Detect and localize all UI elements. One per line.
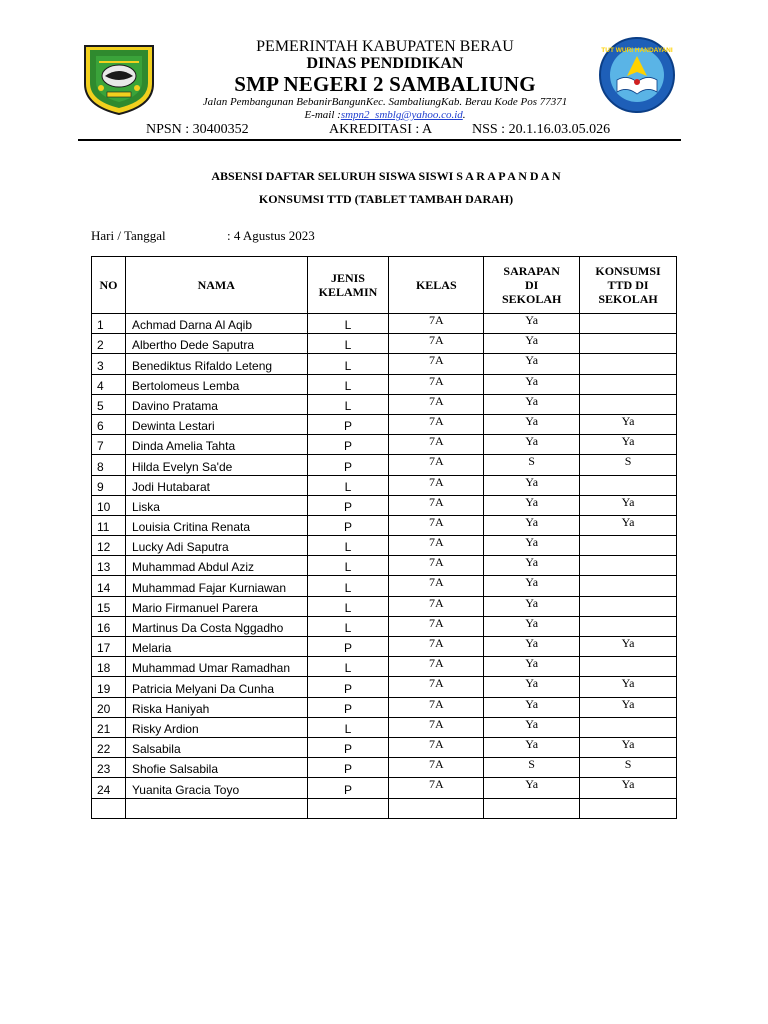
ttd-status: [580, 334, 677, 354]
class: 7A: [389, 515, 484, 535]
document-title-line2: KONSUMSI TTD (TABLET TAMBAH DARAH): [258, 192, 514, 206]
email-suffix: .: [462, 109, 466, 121]
table-row: [92, 596, 677, 616]
row-number: 15: [92, 596, 126, 616]
berau-regency-emblem-icon: [79, 40, 159, 116]
table-header-row: [92, 257, 677, 314]
table-row: [92, 354, 677, 374]
gender: P: [307, 495, 389, 515]
ttd-status: Ya: [580, 697, 677, 717]
row-number: 24: [92, 778, 126, 798]
class: 7A: [389, 737, 484, 757]
student-name: Muhammad Umar Ramadhan: [125, 657, 307, 677]
breakfast-status: Ya: [484, 717, 580, 737]
table-row: [92, 334, 677, 354]
class: 7A: [389, 758, 484, 778]
ttd-status: [580, 596, 677, 616]
table-row: [92, 515, 677, 535]
table-row: [92, 475, 677, 495]
student-name: Muhammad Abdul Aziz: [125, 556, 307, 576]
akreditasi: AKREDITASI : A: [329, 122, 433, 137]
student-name: Riska Haniyah: [125, 697, 307, 717]
npsn: NPSN : 30400352: [146, 122, 249, 137]
breakfast-status: Ya: [484, 697, 580, 717]
table-row: [92, 536, 677, 556]
class: 7A: [389, 455, 484, 475]
student-name: Hilda Evelyn Sa'de: [125, 455, 307, 475]
ttd-status: [580, 717, 677, 737]
class: 7A: [389, 576, 484, 596]
ttd-status: [580, 354, 677, 374]
row-number: 19: [92, 677, 126, 697]
row-number: 20: [92, 697, 126, 717]
gender: L: [307, 576, 389, 596]
table-row: [92, 414, 677, 434]
header-sarapan: SARAPAN DI SEKOLAH: [484, 257, 580, 314]
table-row: [92, 758, 677, 778]
date-value: : 4 Agustus 2023: [227, 228, 315, 243]
class: 7A: [389, 596, 484, 616]
class: 7A: [389, 697, 484, 717]
student-name: Muhammad Fajar Kurniawan: [125, 576, 307, 596]
row-number: 10: [92, 495, 126, 515]
gender: L: [307, 354, 389, 374]
gender: P: [307, 737, 389, 757]
header-no: NO: [92, 257, 126, 314]
header-divider: [78, 139, 681, 141]
row-number: 4: [92, 374, 126, 394]
header-government: PEMERINTAH KABUPATEN BERAU: [256, 38, 514, 55]
student-name: Shofie Salsabila: [125, 758, 307, 778]
email-label: E-mail :: [304, 109, 341, 121]
breakfast-status: Ya: [484, 334, 580, 354]
ttd-status: [580, 314, 677, 334]
attendance-table: [91, 256, 677, 819]
breakfast-status: Ya: [484, 657, 580, 677]
class: 7A: [389, 394, 484, 414]
row-number: 21: [92, 717, 126, 737]
table-row: [92, 455, 677, 475]
breakfast-status: Ya: [484, 515, 580, 535]
student-name: Louisia Critina Renata: [125, 515, 307, 535]
ttd-status: [580, 475, 677, 495]
class: 7A: [389, 334, 484, 354]
school-email-line: [150, 109, 620, 121]
table-row: [92, 314, 677, 334]
ttd-status: [580, 798, 677, 818]
student-name: Benediktus Rifaldo Leteng: [125, 354, 307, 374]
gender: L: [307, 475, 389, 495]
row-number: 5: [92, 394, 126, 414]
class: 7A: [389, 374, 484, 394]
ttd-status: Ya: [580, 435, 677, 455]
breakfast-status: Ya: [484, 677, 580, 697]
breakfast-status: Ya: [484, 435, 580, 455]
student-name: Salsabila: [125, 737, 307, 757]
class: [389, 798, 484, 818]
table-row: [92, 616, 677, 636]
school-name: SMP NEGERI 2 SAMBALIUNG: [234, 72, 536, 96]
student-name: Melaria: [125, 637, 307, 657]
row-number: 6: [92, 414, 126, 434]
ttd-status: [580, 374, 677, 394]
header-department: DINAS PENDIDIKAN: [306, 55, 464, 72]
gender: L: [307, 556, 389, 576]
gender: L: [307, 314, 389, 334]
table-row: [92, 717, 677, 737]
breakfast-status: Ya: [484, 414, 580, 434]
row-number: 17: [92, 637, 126, 657]
student-name: Liska: [125, 495, 307, 515]
header-jenis-kelamin: JENIS KELAMIN: [307, 257, 389, 314]
student-name: Albertho Dede Saputra: [125, 334, 307, 354]
student-name: Dewinta Lestari: [125, 414, 307, 434]
row-number: 11: [92, 515, 126, 535]
student-name: Lucky Adi Saputra: [125, 536, 307, 556]
table-row: [92, 798, 677, 818]
breakfast-status: Ya: [484, 314, 580, 334]
nss: NSS : 20.1.16.03.05.026: [472, 122, 611, 137]
email-link[interactable]: smpn2_smblg@yahoo.co.id: [340, 109, 463, 121]
breakfast-status: Ya: [484, 737, 580, 757]
ttd-status: [580, 616, 677, 636]
row-number: 12: [92, 536, 126, 556]
table-row: [92, 374, 677, 394]
breakfast-status: Ya: [484, 576, 580, 596]
header-konsumsi-ttd: KONSUMSI TTD DI SEKOLAH: [580, 257, 677, 314]
row-number: 7: [92, 435, 126, 455]
student-name: Davino Pratama: [125, 394, 307, 414]
gender: P: [307, 677, 389, 697]
row-number: 3: [92, 354, 126, 374]
row-number: 9: [92, 475, 126, 495]
row-number: 23: [92, 758, 126, 778]
table-row: [92, 737, 677, 757]
gender: L: [307, 334, 389, 354]
class: 7A: [389, 435, 484, 455]
class: 7A: [389, 536, 484, 556]
ttd-status: S: [580, 455, 677, 475]
ttd-status: Ya: [580, 637, 677, 657]
class: 7A: [389, 778, 484, 798]
gender: P: [307, 435, 389, 455]
row-number: 14: [92, 576, 126, 596]
gender: P: [307, 637, 389, 657]
table-row: [92, 576, 677, 596]
ttd-status: [580, 576, 677, 596]
header-nama: NAMA: [125, 257, 307, 314]
row-number: 18: [92, 657, 126, 677]
gender: P: [307, 758, 389, 778]
ttd-status: Ya: [580, 737, 677, 757]
school-address: Jalan Pembangunan BebanirBangunKec. SambaliungKab. Berau Kode Pos 77371: [202, 96, 568, 108]
class: 7A: [389, 637, 484, 657]
gender: L: [307, 394, 389, 414]
class: 7A: [389, 495, 484, 515]
gender: L: [307, 717, 389, 737]
student-name: Mario Firmanuel Parera: [125, 596, 307, 616]
gender: L: [307, 536, 389, 556]
breakfast-status: Ya: [484, 394, 580, 414]
class: 7A: [389, 677, 484, 697]
row-number: 16: [92, 616, 126, 636]
class: 7A: [389, 354, 484, 374]
row-number: 2: [92, 334, 126, 354]
breakfast-status: Ya: [484, 637, 580, 657]
ttd-status: Ya: [580, 495, 677, 515]
table-row: [92, 637, 677, 657]
student-name: Bertolomeus Lemba: [125, 374, 307, 394]
ttd-status: [580, 394, 677, 414]
class: 7A: [389, 314, 484, 334]
breakfast-status: Ya: [484, 354, 580, 374]
student-name: Martinus Da Costa Nggadho: [125, 616, 307, 636]
gender: [307, 798, 389, 818]
student-name: Dinda Amelia Tahta: [125, 435, 307, 455]
table-row: [92, 495, 677, 515]
table-row: [92, 556, 677, 576]
class: 7A: [389, 556, 484, 576]
breakfast-status: Ya: [484, 778, 580, 798]
breakfast-status: Ya: [484, 475, 580, 495]
row-number: 13: [92, 556, 126, 576]
table-row: [92, 394, 677, 414]
class: 7A: [389, 414, 484, 434]
class: 7A: [389, 657, 484, 677]
document-title-line1: ABSENSI DAFTAR SELURUH SISWA SISWI S A R A P A N D A N: [211, 169, 561, 183]
date-label: Hari / Tanggal: [91, 228, 166, 243]
gender: P: [307, 778, 389, 798]
row-number: [92, 798, 126, 818]
table-row: [92, 697, 677, 717]
student-name: Patricia Melyani Da Cunha: [125, 677, 307, 697]
ttd-status: [580, 657, 677, 677]
student-name: Yuanita Gracia Toyo: [125, 778, 307, 798]
student-name: Risky Ardion: [125, 717, 307, 737]
table-row: [92, 778, 677, 798]
breakfast-status: Ya: [484, 536, 580, 556]
gender: L: [307, 596, 389, 616]
gender: P: [307, 455, 389, 475]
breakfast-status: Ya: [484, 556, 580, 576]
gender: L: [307, 657, 389, 677]
breakfast-status: Ya: [484, 596, 580, 616]
student-name: [125, 798, 307, 818]
ttd-status: Ya: [580, 515, 677, 535]
breakfast-status: Ya: [484, 616, 580, 636]
student-name: Jodi Hutabarat: [125, 475, 307, 495]
row-number: 22: [92, 737, 126, 757]
gender: L: [307, 374, 389, 394]
ttd-status: Ya: [580, 778, 677, 798]
breakfast-status: S: [484, 758, 580, 778]
class: 7A: [389, 616, 484, 636]
logo-text: TUT WURI HANDAYANI: [601, 47, 673, 54]
ttd-status: S: [580, 758, 677, 778]
header-kelas: KELAS: [389, 257, 484, 314]
breakfast-status: Ya: [484, 495, 580, 515]
breakfast-status: [484, 798, 580, 818]
row-number: 8: [92, 455, 126, 475]
class: 7A: [389, 717, 484, 737]
ttd-status: Ya: [580, 677, 677, 697]
breakfast-status: S: [484, 455, 580, 475]
ttd-status: [580, 556, 677, 576]
gender: P: [307, 414, 389, 434]
ttd-status: [580, 536, 677, 556]
gender: L: [307, 616, 389, 636]
student-name: Achmad Darna Al Aqib: [125, 314, 307, 334]
gender: P: [307, 515, 389, 535]
table-row: [92, 435, 677, 455]
gender: P: [307, 697, 389, 717]
ttd-status: Ya: [580, 414, 677, 434]
class: 7A: [389, 475, 484, 495]
breakfast-status: Ya: [484, 374, 580, 394]
table-row: [92, 657, 677, 677]
table-row: [92, 677, 677, 697]
row-number: 1: [92, 314, 126, 334]
